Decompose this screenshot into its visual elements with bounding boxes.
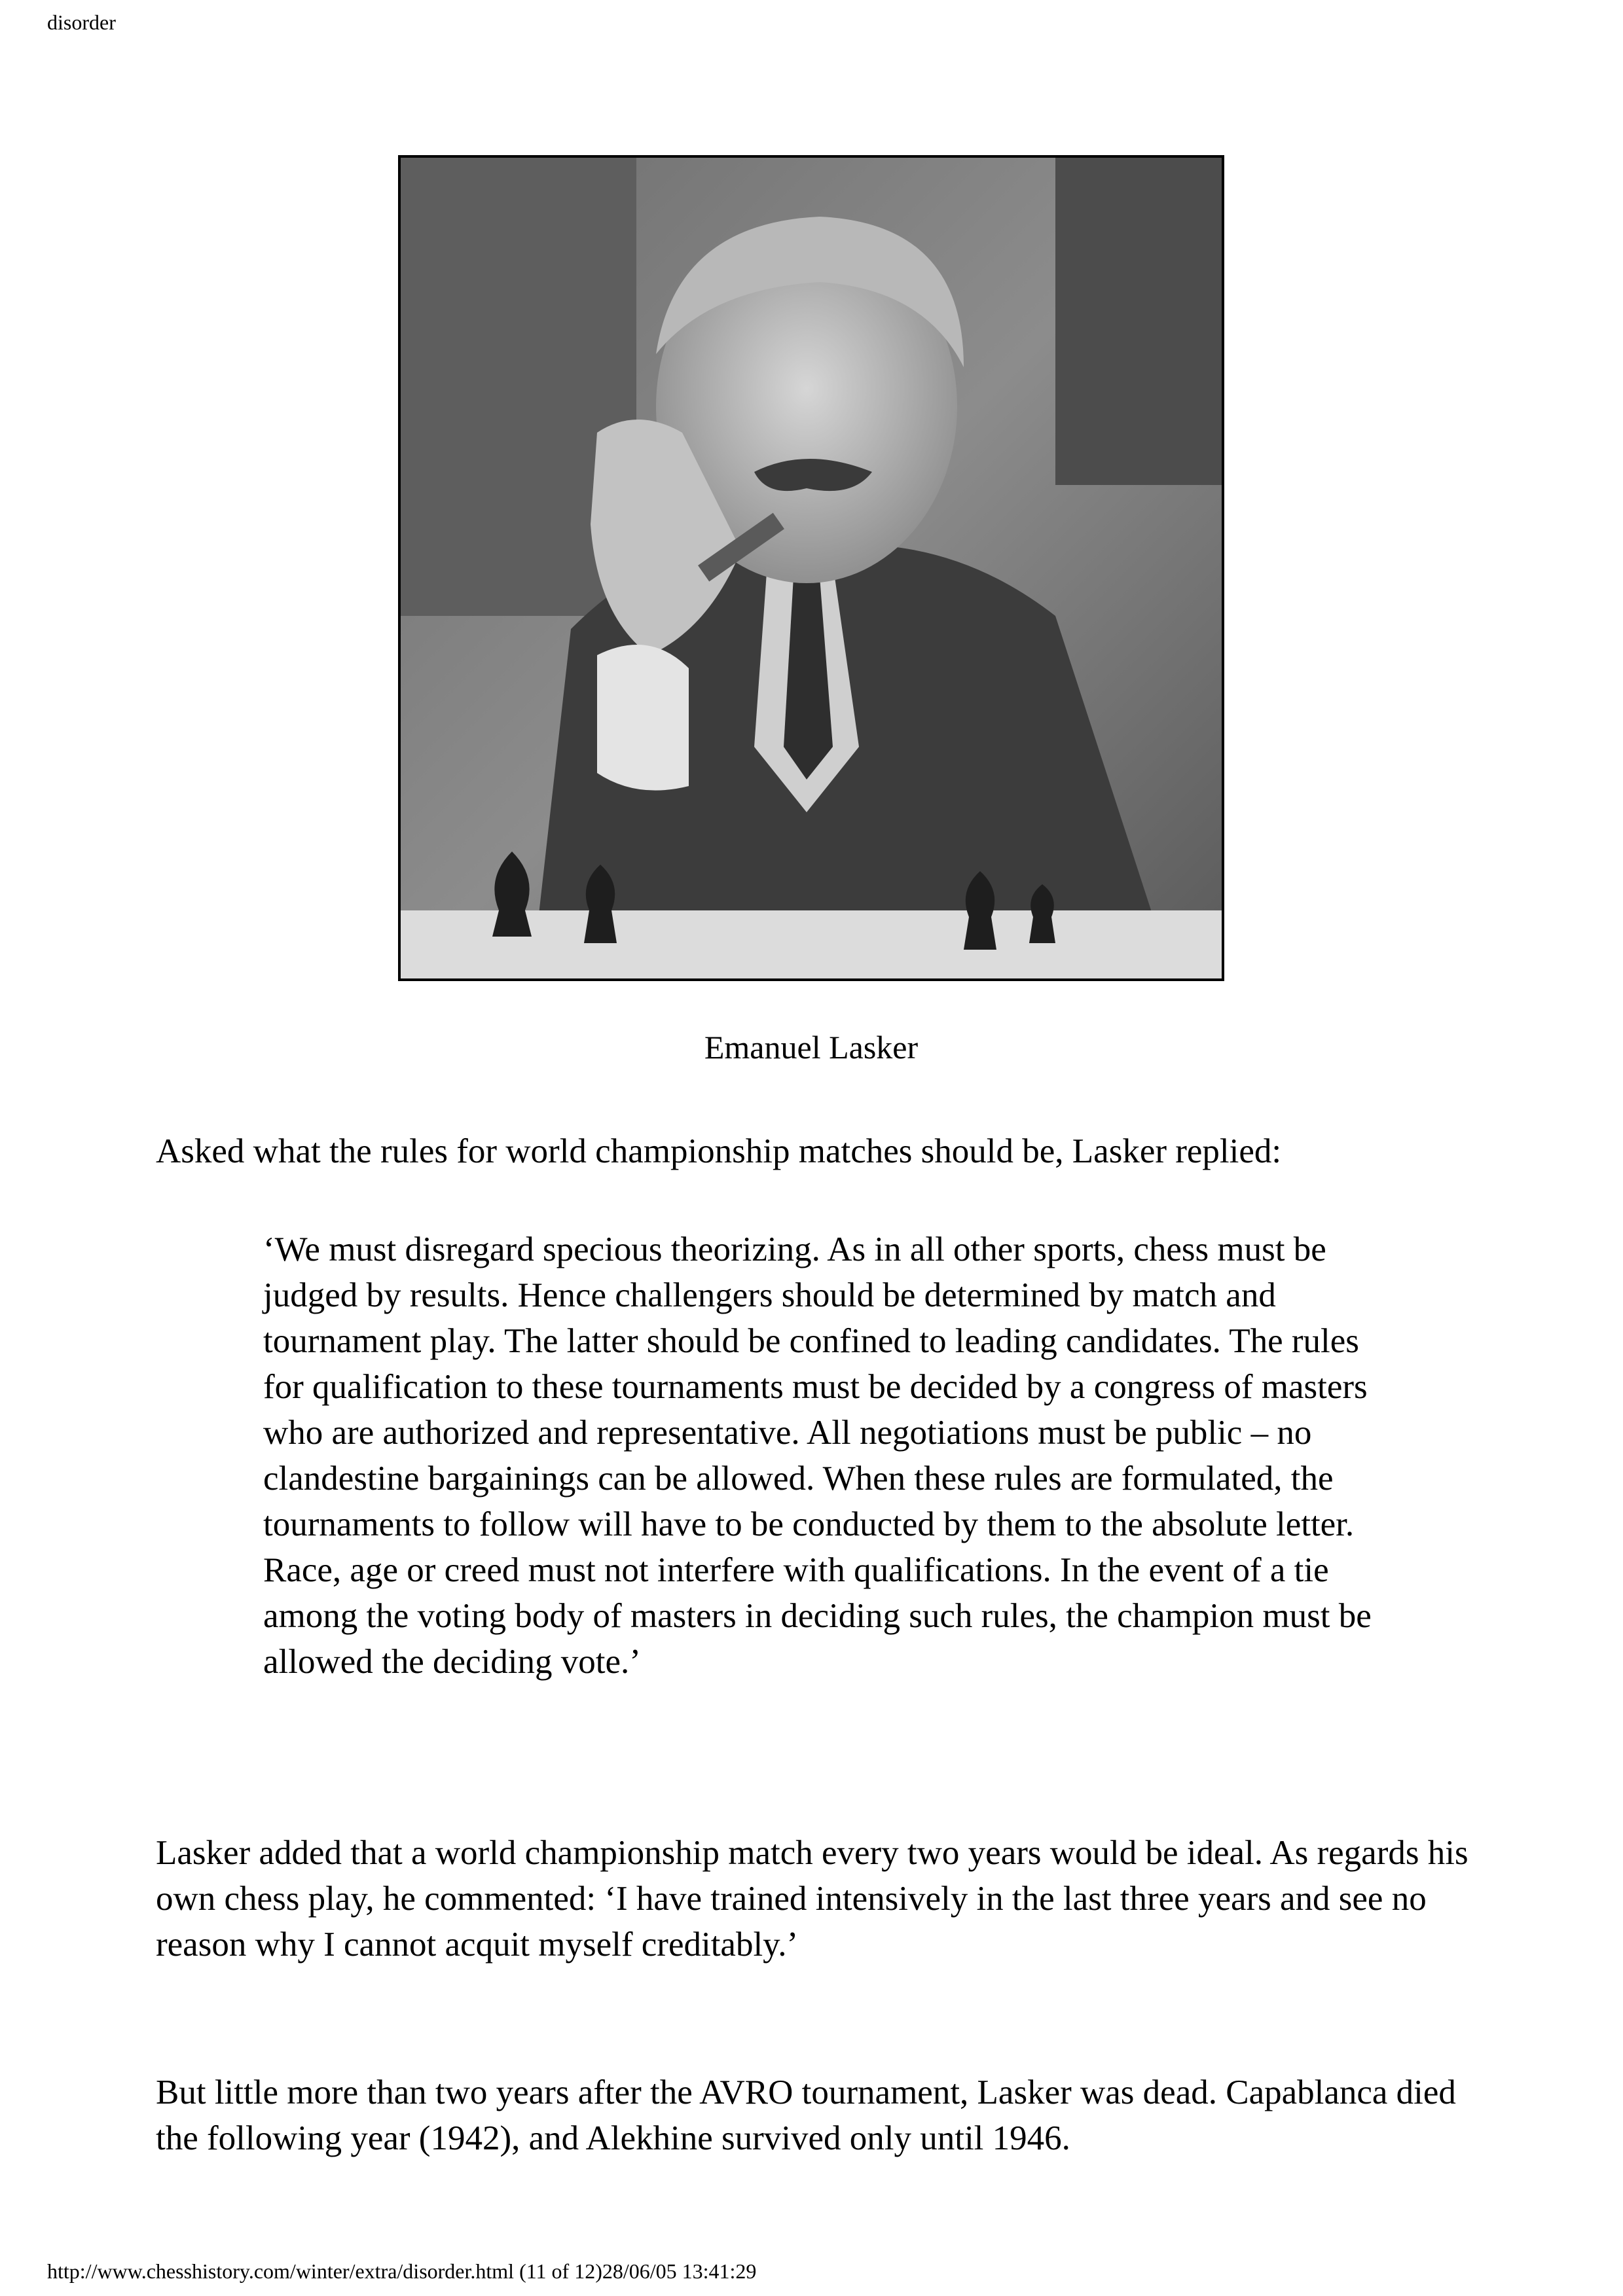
lasker-portrait-photo (398, 155, 1224, 981)
body-paragraph-2: Lasker added that a world championship match every two years would be ideal. As regards his own chess play, he commented: ‘I have trained intensively in the last three years and see no reason why I cannot acquit myself creditably.’ (156, 1834, 1468, 1964)
footer-url: http://www.chesshistory.com/winter/extra/disorder.html (11 of 12)28/06/05 13:41:29 (47, 2259, 757, 2283)
lasker-quote: ‘We must disregard specious theorizing. As in all other sports, chess must be judged by results. Hence challengers should be determined by match and tournament play. The latter should be confined to leading candidates. The rules for qualification to these tournaments must be decided by a congress of masters who are authorized and representative. All negotiations must be public – no clandestine bargainings can be allowed. When these rules are formulated, the tournaments to follow will have to be conducted by them to the absolute letter. Race, age or creed must not interfere with qualifications. In the event of a tie among the voting body of masters in deciding such rules, the champion must be allowed the deciding vote.’ (263, 1230, 1372, 1681)
portrait-photo-icon (401, 158, 1222, 978)
page-header-title: disorder (47, 10, 116, 34)
intro-paragraph: Asked what the rules for world championship matches should be, Lasker replied: (156, 1132, 1282, 1170)
photo-caption: Emanuel Lasker (704, 1029, 919, 1066)
body-paragraph-3: But little more than two years after the AVRO tournament, Lasker was dead. Capablanca died the following year (1942), and Alekhine survived only until 1946. (156, 2073, 1456, 2157)
